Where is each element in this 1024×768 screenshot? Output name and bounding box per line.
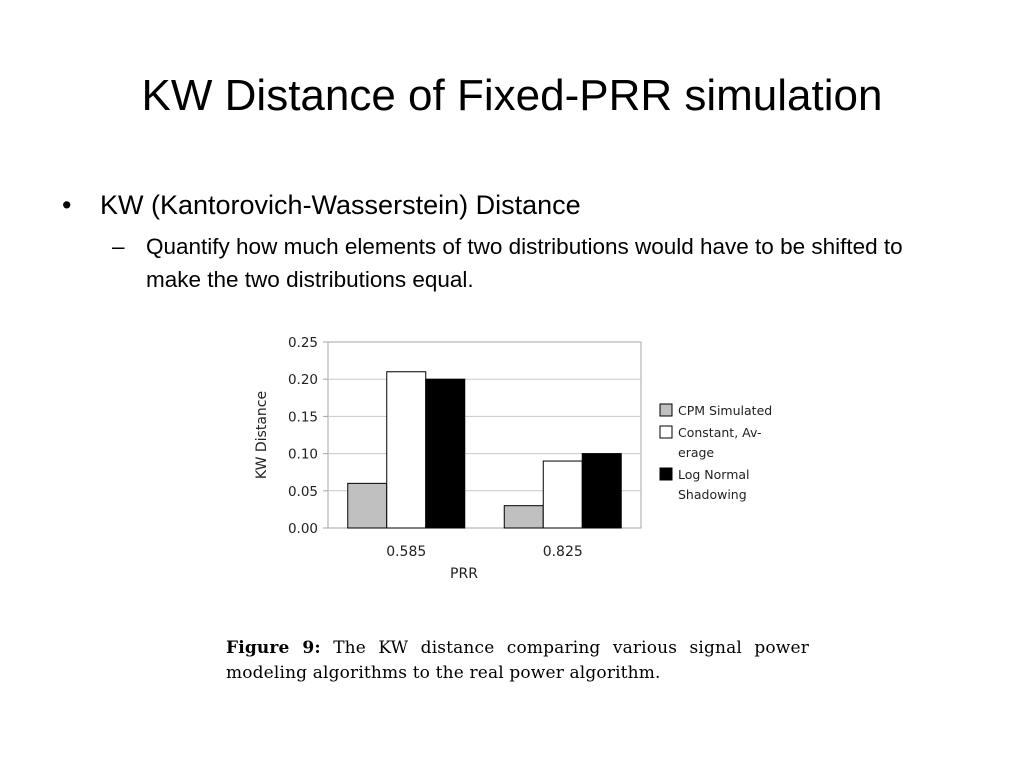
x-axis-ticks (386, 544, 583, 560)
bar-1-0.585 (348, 483, 387, 528)
bar-2-0.825 (543, 461, 582, 528)
legend-label: Constant, Av- (678, 425, 762, 440)
slide-title: KW Distance of Fixed-PRR simulation (141, 71, 883, 120)
bar-3-0.825 (582, 454, 621, 528)
x-tick-label: 0.585 (386, 544, 427, 560)
kw-distance-bar-chart (240, 328, 800, 590)
bullet-list (62, 188, 962, 296)
y-tick-label: 0.15 (287, 409, 318, 426)
legend-swatch (660, 426, 672, 438)
legend-label: erage (678, 445, 715, 460)
y-tick-label: 0.25 (287, 335, 318, 351)
bar-2-0.585 (387, 372, 426, 528)
dash-icon: – (112, 234, 125, 259)
legend-label: Shadowing (678, 487, 747, 502)
bar-1-0.825 (504, 506, 543, 528)
y-tick-label: 0.00 (287, 521, 318, 537)
bullet-item (62, 188, 962, 222)
sub-bullet-text: Quantify how much elements of two distributions would have to be shifted to make the two distributions equal. (146, 234, 903, 292)
caption-label: Figure 9: (226, 638, 321, 658)
figure-caption (226, 636, 809, 686)
legend-label: CPM Simulated (678, 403, 773, 418)
legend-swatch (660, 468, 672, 480)
bullet-text: KW (Kantorovich-Wasserstein) Distance (100, 190, 581, 220)
bullet-dot-icon: • (62, 190, 72, 220)
y-tick-label: 0.05 (287, 483, 318, 500)
x-tick-label: 0.825 (542, 544, 583, 560)
legend-label: Log Normal (678, 467, 750, 482)
y-axis-label: KW Distance (254, 390, 270, 480)
y-axis-ticks (288, 335, 328, 537)
bar-3-0.585 (426, 379, 465, 528)
y-tick-label: 0.10 (287, 446, 318, 463)
caption-text: The KW distance comparing various signal power modeling algorithms to the real power algorithm. (226, 638, 809, 683)
legend (660, 403, 772, 502)
sub-bullet-item (108, 230, 936, 296)
y-tick-label: 0.20 (287, 372, 318, 389)
legend-swatch (660, 404, 672, 416)
x-axis-label: PRR (450, 566, 478, 582)
bars (348, 372, 622, 528)
